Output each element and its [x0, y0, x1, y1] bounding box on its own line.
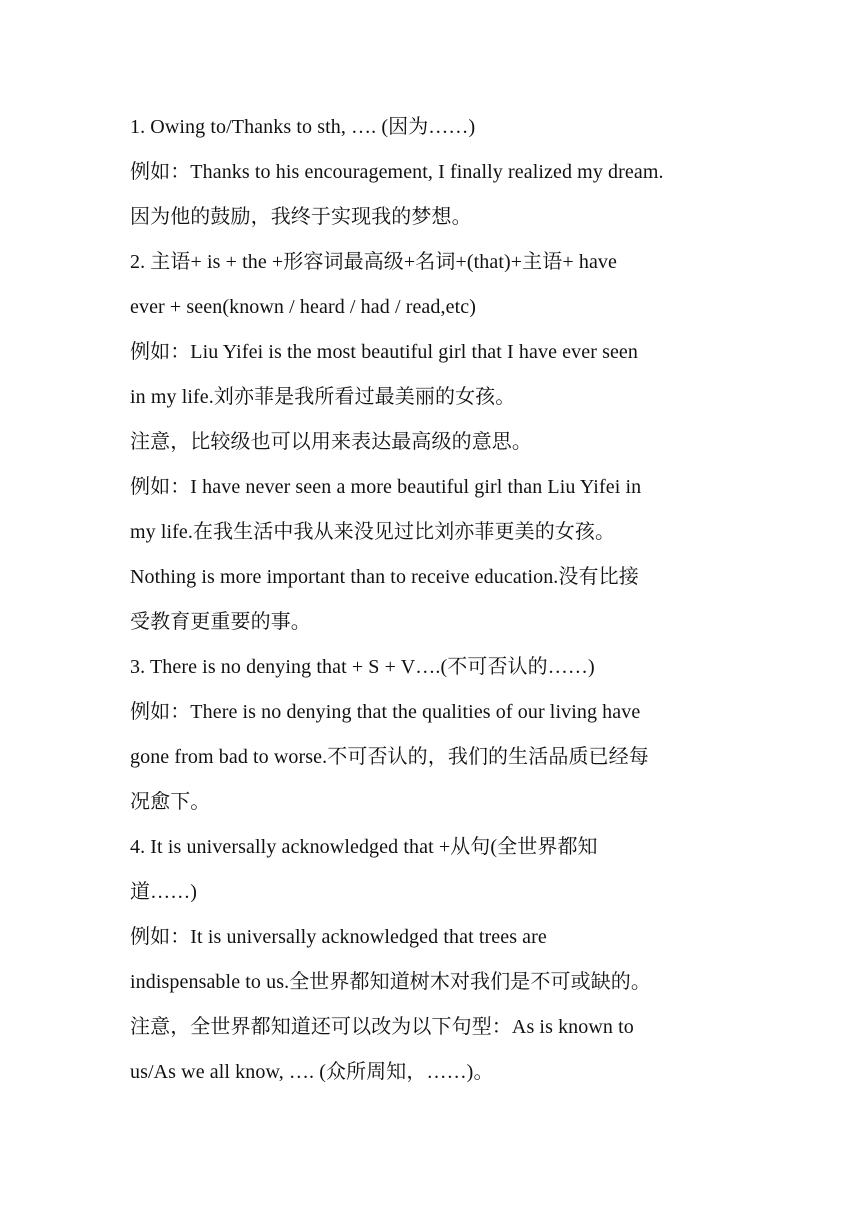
- text-line: 注意，比较级也可以用来表达最高级的意思。: [130, 431, 532, 453]
- text-line: 例如：There is no denying that the qualities of our living have: [130, 701, 641, 723]
- text-line: us/As we all know, …. (众所周知，……)。: [130, 1061, 494, 1083]
- text-line: 受教育更重要的事。: [130, 611, 311, 633]
- text-line: 例如：Thanks to his encouragement, I finally realized my dream.: [130, 161, 664, 183]
- text-line: 1. Owing to/Thanks to sth, …. (因为……): [130, 116, 476, 138]
- text-line: ever + seen(known / heard / had / read,etc): [130, 296, 476, 318]
- text-line: 因为他的鼓励，我终于实现我的梦想。: [130, 206, 472, 228]
- text-line: 例如：I have never seen a more beautiful girl than Liu Yifei in: [130, 476, 642, 498]
- text-line: 4. It is universally acknowledged that +从句(全世界都知: [130, 836, 598, 858]
- text-line: 例如：It is universally acknowledged that trees are: [130, 926, 547, 948]
- text-line: 2. 主语+ is + the +形容词最高级+名词+(that)+主语+ have: [130, 251, 617, 273]
- text-line: 况愈下。: [130, 791, 211, 813]
- document-page: [130, 105, 750, 1095]
- text-line: gone from bad to worse.不可否认的，我们的生活品质已经每: [130, 746, 649, 768]
- text-line: my life.在我生活中我从来没见过比刘亦菲更美的女孩。: [130, 521, 616, 543]
- text-line: indispensable to us.全世界都知道树木对我们是不可或缺的。: [130, 971, 652, 993]
- text-line: 3. There is no denying that + S + V….(不可否认的……): [130, 656, 595, 678]
- text-line: 道……): [130, 881, 198, 903]
- text-line: Nothing is more important than to receive education.没有比接: [130, 566, 639, 588]
- text-line: 例如：Liu Yifei is the most beautiful girl that I have ever seen: [130, 341, 639, 363]
- text-line: 注意，全世界都知道还可以改为以下句型：As is known to: [130, 1016, 634, 1038]
- text-line: in my life.刘亦菲是我所看过最美丽的女孩。: [130, 386, 516, 408]
